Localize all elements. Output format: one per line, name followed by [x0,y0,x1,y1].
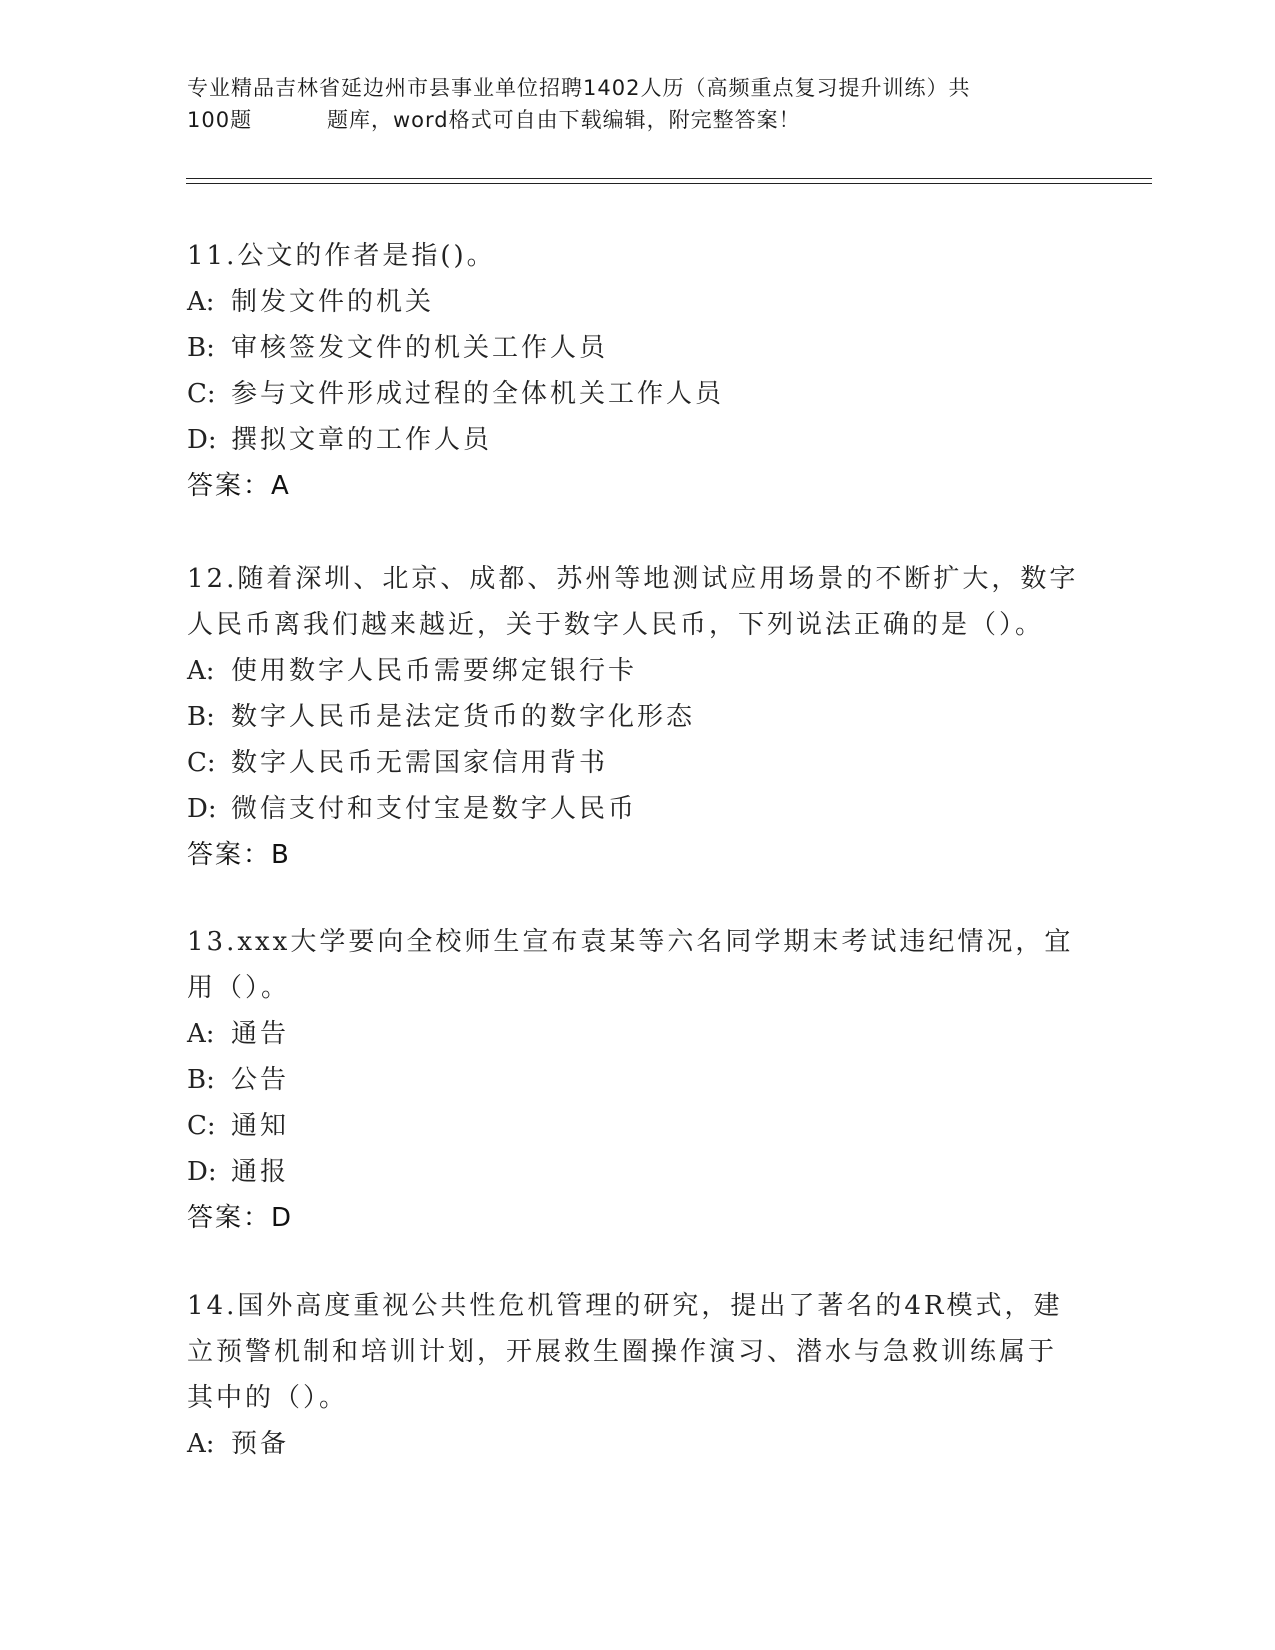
option-letter: B: [187,1065,215,1095]
question-14 [187,1283,1087,1467]
answer-text: 答案：B [187,840,291,870]
option-d [187,417,1087,463]
question-text: 用（）。 [187,973,291,1003]
option-c [187,740,1087,786]
option-b [187,694,1087,740]
option-text: 制发文件的机关 [231,287,435,317]
header-divider-top [186,178,1152,179]
option-text: 数字人民币是法定货币的数字化形态 [231,702,696,732]
option-letter: A: [187,1429,215,1459]
option-letter: C: [187,748,216,778]
option-letter: D: [187,794,217,824]
option-letter: D: [187,1157,217,1187]
option-a [187,1421,1087,1467]
option-text: 审核签发文件的机关工作人员 [231,333,609,363]
question-text: 14.国外高度重视公共性危机管理的研究，提出了著名的4R模式，建 [187,1291,1063,1321]
option-text: 撰拟文章的工作人员 [231,425,493,455]
option-letter: A: [187,1019,215,1049]
question-text: 12.随着深圳、北京、成都、苏州等地测试应用场景的不断扩大，数字 [187,564,1079,594]
option-a [187,648,1087,694]
option-letter: D: [187,425,217,455]
header-divider-bottom [186,183,1152,184]
answer-text: 答案：D [187,1203,294,1233]
question-11 [187,233,1087,509]
option-text: 参与文件形成过程的全体机关工作人员 [231,379,725,409]
option-c [187,1103,1087,1149]
option-text: 通报 [231,1157,290,1187]
option-text: 使用数字人民币需要绑定银行卡 [231,656,638,686]
header-line-1: 专业精品吉林省延边州市县事业单位招聘1402人历（高频重点复习提升训练）共 [187,76,971,100]
question-text: 立预警机制和培训计划，开展救生圈操作演习、潜水与急救训练属于 [187,1337,1058,1367]
option-b [187,325,1087,371]
option-d [187,1149,1087,1195]
document-header [187,72,1087,136]
header-description: 题库，word格式可自由下载编辑，附完整答案！ [327,108,801,132]
question-text: 11.公文的作者是指()。 [187,241,496,271]
question-text: 13.xxx大学要向全校师生宣布袁某等六名同学期末考试违纪情况，宜 [187,927,1074,957]
question-12 [187,556,1087,878]
option-letter: A: [187,287,215,317]
option-a [187,1011,1087,1057]
option-letter: C: [187,379,216,409]
option-letter: B: [187,333,215,363]
question-text: 人民币离我们越来越近，关于数字人民币，下列说法正确的是（）。 [187,610,1045,640]
option-letter: A: [187,656,215,686]
header-line-2 [187,104,1087,136]
option-text: 预备 [231,1429,290,1459]
option-text: 通告 [231,1019,290,1049]
header-question-count: 100题 [187,108,253,132]
question-13 [187,919,1087,1241]
option-d [187,786,1087,832]
option-b [187,1057,1087,1103]
option-text: 通知 [231,1111,290,1141]
option-text: 微信支付和支付宝是数字人民币 [231,794,638,824]
option-c [187,371,1087,417]
option-text: 公告 [231,1065,290,1095]
option-letter: B: [187,702,215,732]
option-text: 数字人民币无需国家信用背书 [231,748,609,778]
option-a [187,279,1087,325]
question-text: 其中的（）。 [187,1383,349,1413]
option-letter: C: [187,1111,216,1141]
answer-text: 答案：A [187,471,291,501]
